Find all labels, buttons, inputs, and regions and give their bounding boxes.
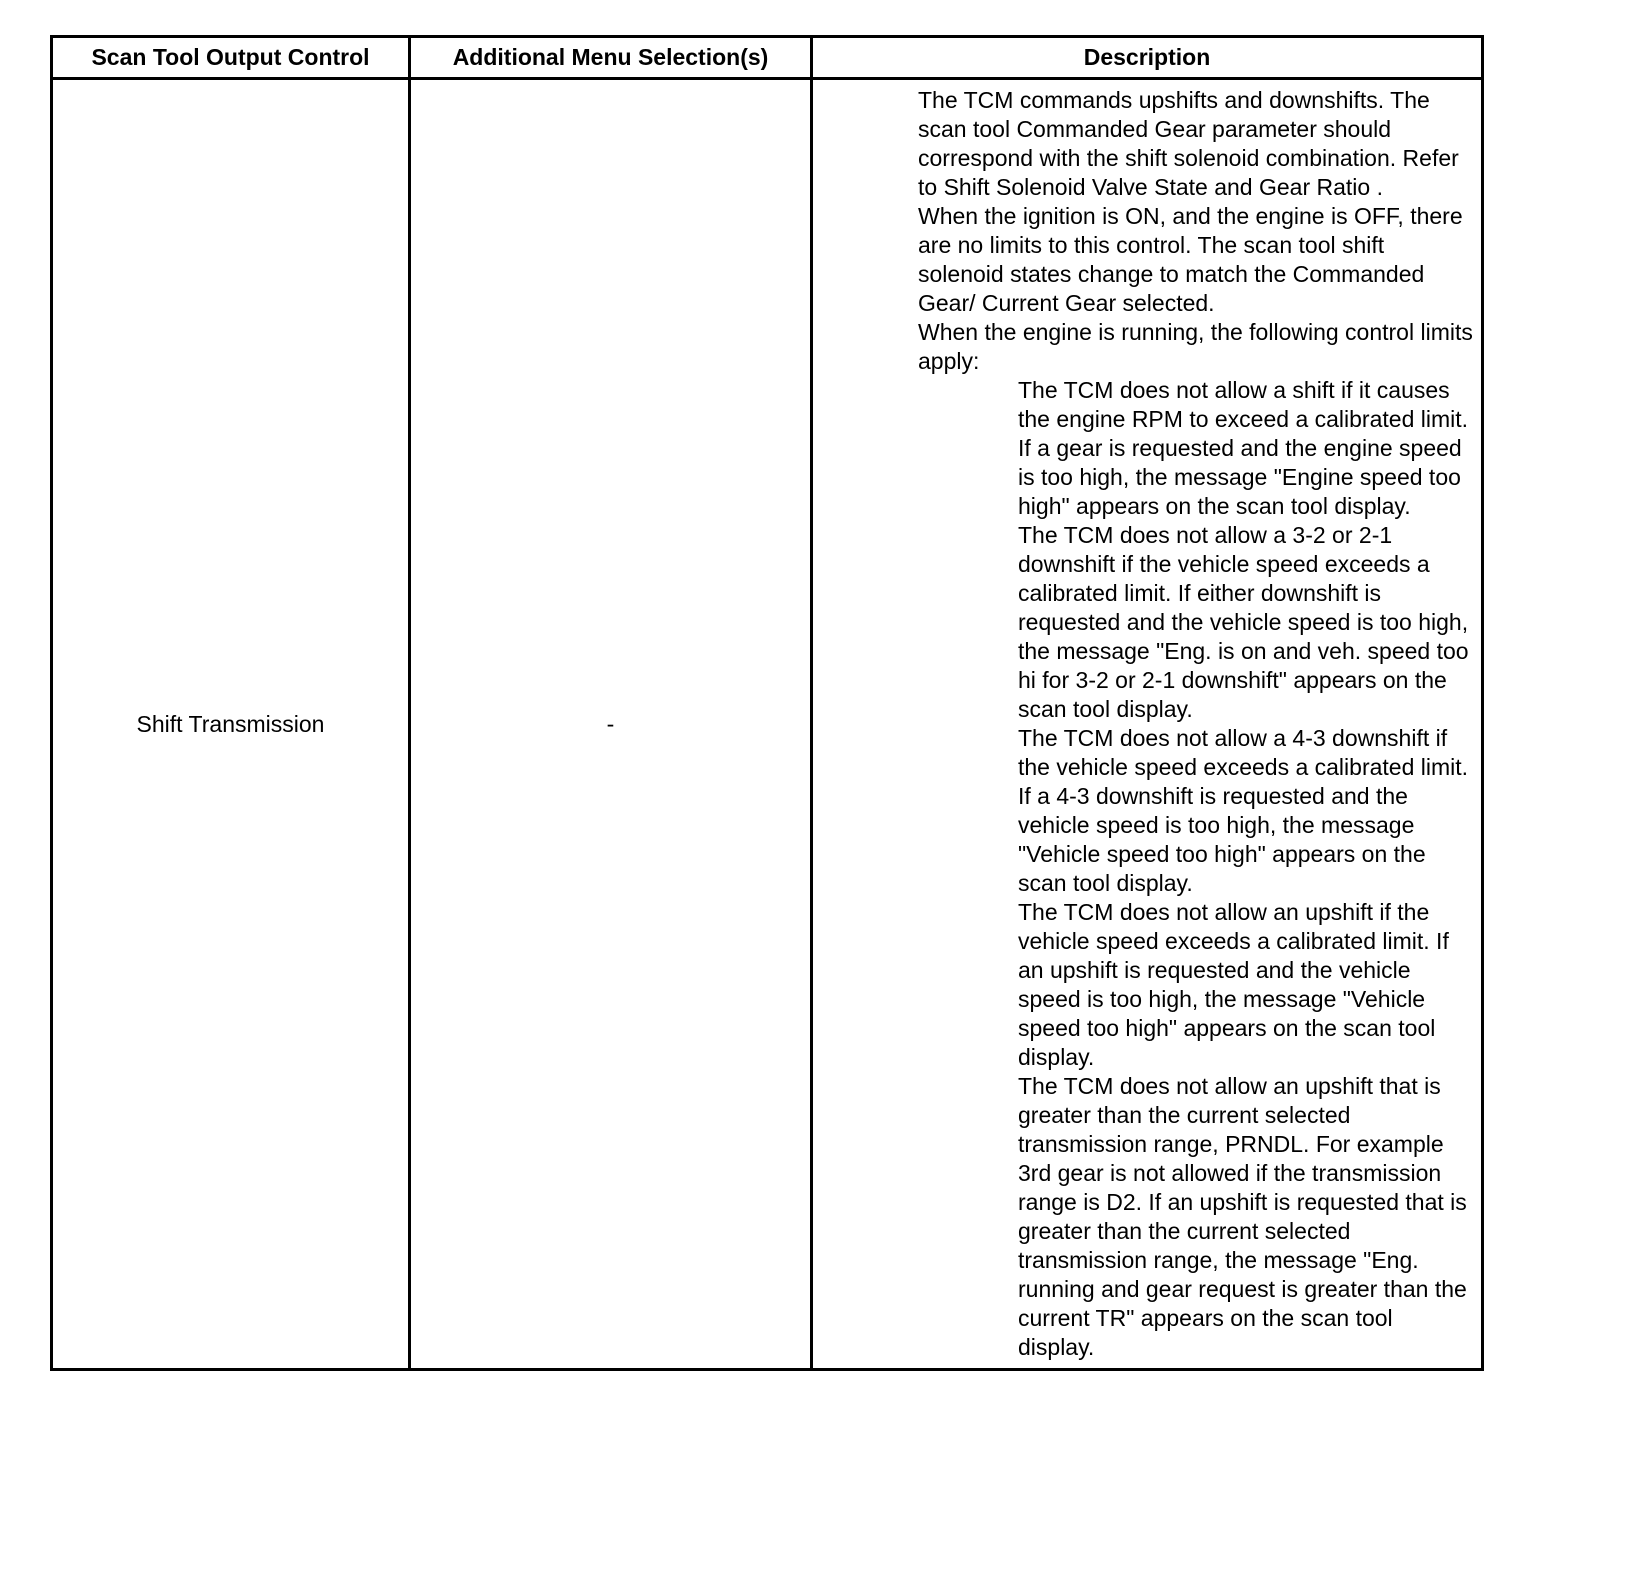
menu-selection-cell: - <box>410 79 812 1370</box>
control-limit-item: The TCM does not allow an upshift if the vehicle speed exceeds a calibrated limit. If an upshift is requested and the vehicle speed is too high, the message "Vehicle speed too high" appears on the scan tool display. <box>1018 899 1449 1070</box>
description-cell <box>812 79 1483 1370</box>
header-scan-tool-output-control: Scan Tool Output Control <box>52 37 410 79</box>
output-control-cell: Shift Transmission <box>52 79 410 1370</box>
header-additional-menu-selections: Additional Menu Selection(s) <box>410 37 812 79</box>
output-control-table <box>50 35 1484 1371</box>
control-limits-list <box>918 376 1473 1362</box>
table-row <box>52 79 1483 1370</box>
description-paragraph: When the engine is running, the following control limits apply: <box>918 319 1473 374</box>
description-paragraph: When the ignition is ON, and the engine is OFF, there are no limits to this control. The scan tool shift solenoid states change to match the Commanded Gear/ Current Gear selected. <box>918 203 1463 316</box>
header-description: Description <box>812 37 1483 79</box>
description-paragraph: The TCM commands upshifts and downshifts. The scan tool Commanded Gear parameter should correspond with the shift solenoid combination. Refer to Shift Solenoid Valve State and Gear Ratio . <box>918 87 1459 200</box>
control-limit-item: The TCM does not allow a 3-2 or 2-1 downshift if the vehicle speed exceeds a calibrated limit. If either downshift is requested and the vehicle speed is too high, the message "Eng. is on and veh. speed too hi for 3-2 or 2-1 downshift" appears on the scan tool display. <box>1018 522 1469 722</box>
header-row <box>52 37 1483 79</box>
control-limit-item: The TCM does not allow an upshift that is greater than the current selected transmission range, PRNDL. For example 3rd gear is not allowed if the transmission range is D2. If an upshift is requested that is greater than the current selected transmission range, the message "Eng. running and gear request is greater than the current TR" appears on the scan tool display. <box>1018 1073 1467 1360</box>
control-limit-item: The TCM does not allow a shift if it causes the engine RPM to exceed a calibrated limit. If a gear is requested and the engine speed is too high, the message "Engine speed too high" appears on the scan tool display. <box>1018 377 1469 519</box>
control-limit-item: The TCM does not allow a 4-3 downshift if the vehicle speed exceeds a calibrated limit. If a 4-3 downshift is requested and the vehicle speed is too high, the message "Vehicle speed too high" appears on the scan tool display. <box>1018 725 1469 896</box>
